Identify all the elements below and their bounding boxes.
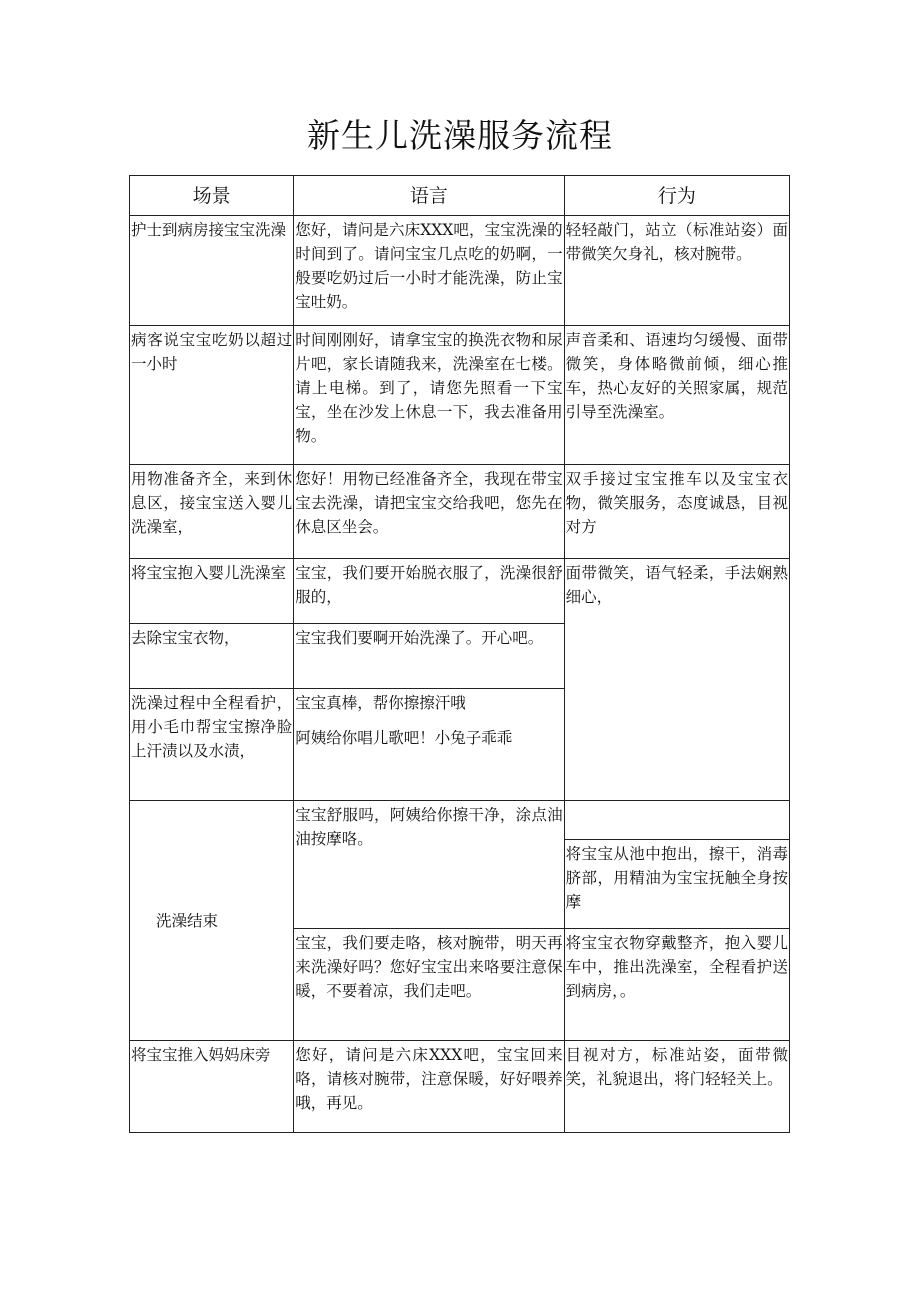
- scene-cell: 去除宝宝衣物，: [130, 624, 294, 689]
- language-cell: 宝宝，我们要开始脱衣服了，洗澡很舒服的，: [294, 559, 564, 624]
- scene-cell: 洗澡过程中全程看护，用小毛巾帮宝宝擦净脸上汗渍以及水渍，: [130, 689, 294, 801]
- behavior-cell: 将宝宝衣物穿戴整齐，抱入婴儿车中，推出洗澡室，全程看护送到病房，。: [564, 929, 789, 1041]
- language-cell: 您好，请问是六床XXX吧，宝宝回来咯，请核对腕带，注意保暖，好好喂养哦，再见。: [294, 1041, 564, 1133]
- scene-cell: 病客说宝宝吃奶以超过一小时: [130, 326, 294, 465]
- table-row: [130, 465, 790, 559]
- scene-cell: 用物准备齐全，来到休息区，接宝宝送入婴儿洗澡室，: [130, 465, 294, 559]
- scene-cell: 洗澡结束: [130, 801, 294, 1041]
- service-flow-table: [129, 175, 790, 1133]
- behavior-cell: [564, 801, 789, 929]
- language-cell: 宝宝我们要啊开始洗澡了。开心吧。: [294, 624, 564, 689]
- document-title: 新生儿洗澡服务流程: [307, 116, 613, 155]
- header-row: [130, 176, 790, 216]
- table-row: [130, 559, 790, 624]
- header-language: 语言: [294, 176, 564, 216]
- table-row: [130, 216, 790, 326]
- header-behavior: 行为: [564, 176, 789, 216]
- behavior-cell: 轻轻敲门，站立（标准站姿）面带微笑欠身礼，核对腕带。: [564, 216, 789, 326]
- header-scene: 场景: [130, 176, 294, 216]
- behavior-cell: 面带微笑，语气轻柔，手法娴熟细心，: [564, 559, 789, 801]
- behavior-cell: 目视对方，标准站姿，面带微笑，礼貌退出，将门轻轻关上。: [564, 1041, 789, 1133]
- language-line: 宝宝真棒，帮你擦擦汗哦: [295, 694, 466, 712]
- behavior-cell: 双手接过宝宝推车以及宝宝衣物，微笑服务，态度诚恳，目视对方: [564, 465, 789, 559]
- language-cell: 您好，请问是六床XXX吧，宝宝洗澡的时间到了。请问宝宝几点吃的奶啊，一般要吃奶过后一小时才能洗澡，防止宝宝吐奶。: [294, 216, 564, 326]
- language-cell: 您好！用物已经准备齐全，我现在带宝宝去洗澡，请把宝宝交给我吧，您先在休息区坐会。: [294, 465, 564, 559]
- scene-cell: 护士到病房接宝宝洗澡: [130, 216, 294, 326]
- language-cell: [294, 689, 564, 801]
- scene-cell: 将宝宝推入妈妈床旁: [130, 1041, 294, 1133]
- language-cell: 宝宝，我们要走咯，核对腕带，明天再来洗澡好吗？您好宝宝出来咯要注意保暖，不要着凉，我们走吧。: [294, 929, 564, 1041]
- language-cell: 时间刚刚好，请拿宝宝的换洗衣物和尿片吧，家长请随我来，洗澡室在七楼。请上电梯。到了，请您先照看一下宝宝，坐在沙发上休息一下，我去准备用物。: [294, 326, 564, 465]
- table-row: [130, 801, 790, 929]
- language-cell: 宝宝舒服吗，阿姨给你擦干净，涂点油油按摩咯。: [294, 801, 564, 929]
- behavior-cell: 声音柔和、语速均匀缓慢、面带微笑，身体略微前倾，细心推车，热心友好的关照家属，规范引导至洗澡室。: [564, 326, 789, 465]
- behavior-text: 将宝宝从池中抱出，擦干，消毒脐部，用精油为宝宝抚触全身按摩: [565, 839, 789, 928]
- language-line: 阿姨给你唱儿歌吧！小兔子乖乖: [295, 729, 513, 747]
- scene-cell: 将宝宝抱入婴儿洗澡室: [130, 559, 294, 624]
- table-row: [130, 1041, 790, 1133]
- table-row: [130, 326, 790, 465]
